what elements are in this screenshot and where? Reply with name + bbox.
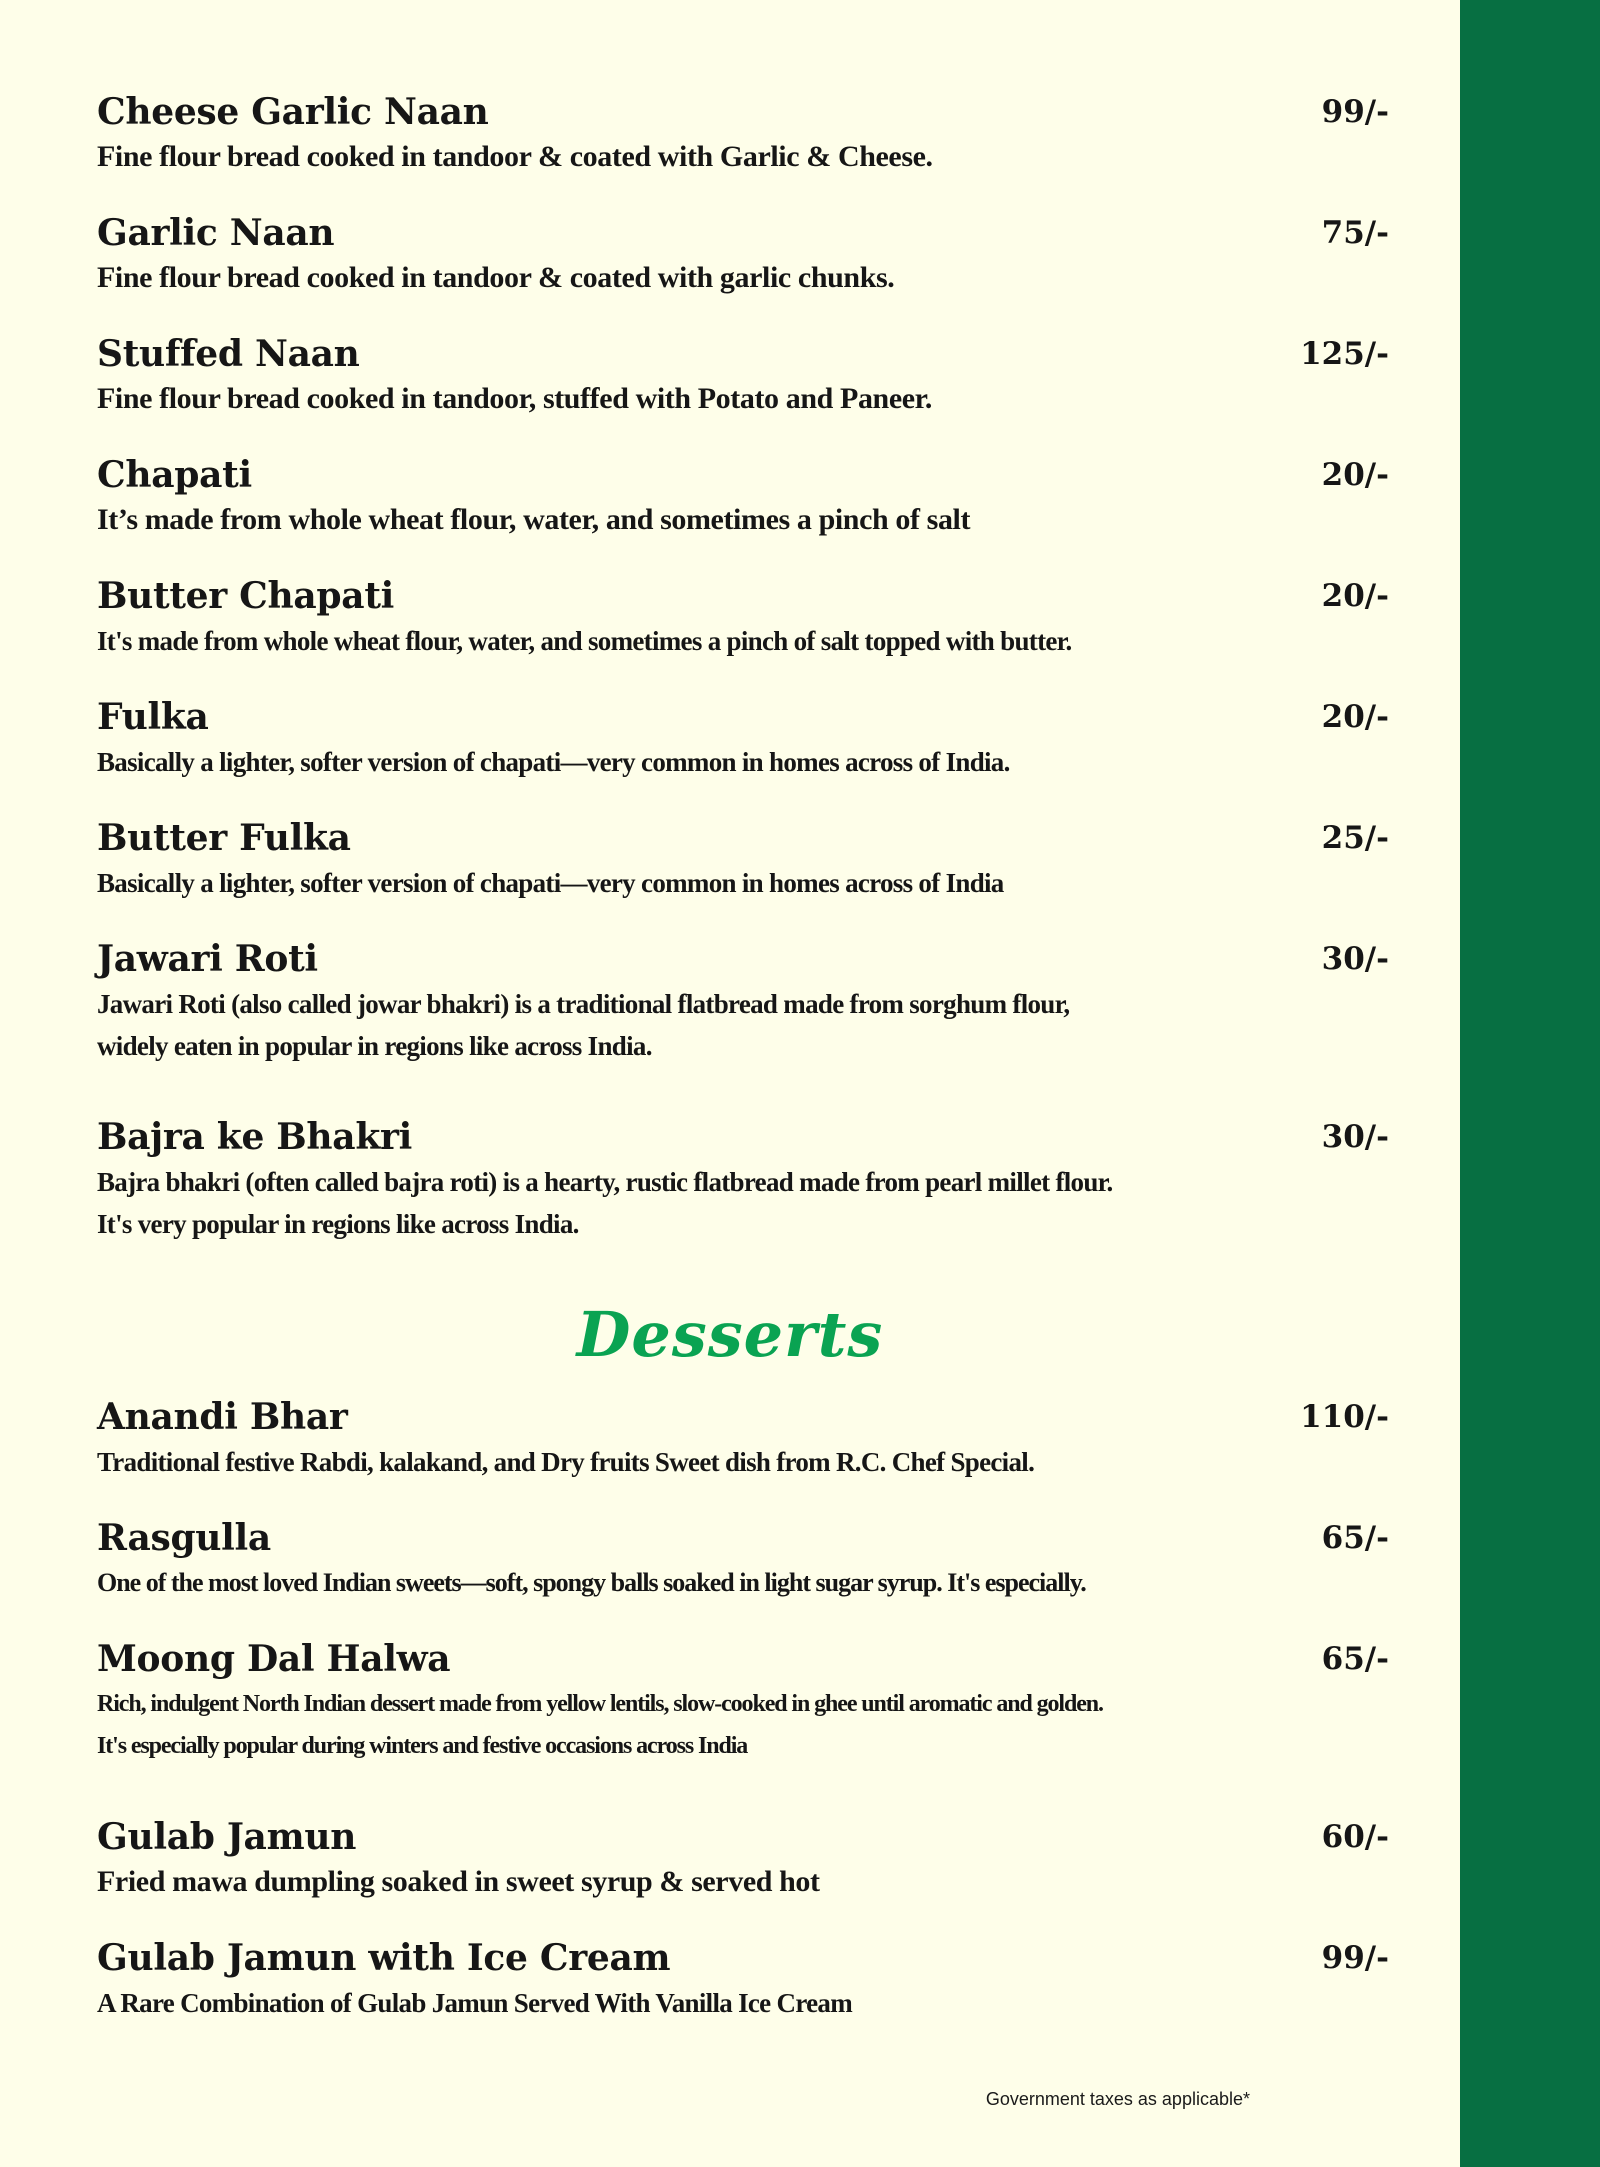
item-name: Gulab Jamun bbox=[97, 1816, 357, 1858]
item-description-line: Rich, indulgent North Indian dessert made from yellow lentils, slow-cooked in ghee until aromatic and golden. bbox=[97, 1691, 1103, 1717]
item-description-line: Fine flour bread cooked in tandoor & coated with Garlic & Cheese. bbox=[97, 140, 933, 173]
item-name: Jawari Roti bbox=[97, 938, 318, 980]
item-description-line: Basically a lighter, softer version of chapati—very common in homes across of India. bbox=[97, 747, 1010, 777]
item-price: 99/- bbox=[1321, 94, 1389, 130]
item-name: Butter Chapati bbox=[97, 575, 395, 617]
item-description bbox=[97, 378, 1317, 420]
item-description bbox=[97, 862, 1317, 904]
item-description bbox=[97, 620, 1317, 662]
item-name: Butter Fulka bbox=[97, 817, 351, 859]
item-description bbox=[97, 1161, 1317, 1245]
item-description-line: Fine flour bread cooked in tandoor, stuffed with Potato and Paneer. bbox=[97, 382, 932, 415]
item-price: 65/- bbox=[1321, 1641, 1389, 1677]
item-name: Anandi Bhar bbox=[97, 1396, 348, 1438]
item-description-line: Fried mawa dumpling soaked in sweet syrup & served hot bbox=[97, 1865, 820, 1898]
item-description-line: Traditional festive Rabdi, kalakand, and Dry fruits Sweet dish from R.C. Chef Special. bbox=[97, 1447, 1035, 1477]
desserts-heading: Desserts bbox=[576, 1298, 884, 1371]
item-description-line: It's made from whole wheat flour, water, and sometimes a pinch of salt topped with butter. bbox=[97, 626, 1072, 656]
item-name: Cheese Garlic Naan bbox=[97, 91, 489, 133]
item-description bbox=[97, 136, 1317, 178]
item-price: 20/- bbox=[1321, 457, 1389, 493]
item-price: 25/- bbox=[1321, 820, 1389, 856]
item-price: 75/- bbox=[1321, 215, 1389, 251]
item-name: Rasgulla bbox=[97, 1517, 271, 1559]
item-description-line: Jawari Roti (also called jowar bhakri) is a traditional flatbread made from sorghum flour, bbox=[97, 989, 1070, 1019]
item-description bbox=[97, 741, 1317, 783]
item-description bbox=[97, 983, 1317, 1067]
item-price: 125/- bbox=[1300, 336, 1389, 372]
item-price: 65/- bbox=[1321, 1520, 1389, 1556]
item-name: Stuffed Naan bbox=[97, 333, 360, 375]
item-description-line: Fine flour bread cooked in tandoor & coated with garlic chunks. bbox=[97, 261, 895, 294]
item-name: Chapati bbox=[97, 454, 252, 496]
item-description-line: widely eaten in popular in regions like across India. bbox=[97, 1031, 652, 1061]
item-description-line: A Rare Combination of Gulab Jamun Served With Vanilla Ice Cream bbox=[97, 1988, 852, 2018]
item-description bbox=[97, 1982, 1317, 2024]
item-price: 99/- bbox=[1321, 1940, 1389, 1976]
item-description bbox=[97, 257, 1317, 299]
item-description-line: Basically a lighter, softer version of chapati—very common in homes across of India bbox=[97, 868, 1004, 898]
item-description-line: Bajra bhakri (often called bajra roti) is a hearty, rustic flatbread made from pearl millet flour. bbox=[97, 1167, 1113, 1197]
item-description-line: One of the most loved Indian sweets—soft, spongy balls soaked in light sugar syrup. It's especially. bbox=[97, 1568, 1086, 1597]
item-description bbox=[97, 1861, 1317, 1903]
item-price: 30/- bbox=[1321, 1119, 1389, 1155]
item-name: Gulab Jamun with Ice Cream bbox=[97, 1937, 671, 1979]
item-price: 60/- bbox=[1321, 1819, 1389, 1855]
item-description bbox=[97, 1441, 1317, 1483]
item-description-line: It's especially popular during winters and festive occasions across India bbox=[97, 1733, 748, 1759]
item-description bbox=[97, 499, 1317, 541]
item-name: Fulka bbox=[97, 696, 209, 738]
item-description bbox=[97, 1562, 1317, 1604]
item-description-line: It’s made from whole wheat flour, water, and sometimes a pinch of salt bbox=[97, 503, 971, 536]
green-side-band bbox=[1460, 0, 1600, 2167]
tax-footnote: Government taxes as applicable* bbox=[985, 2089, 1250, 2109]
item-price: 30/- bbox=[1321, 941, 1389, 977]
item-description-line: It's very popular in regions like across India. bbox=[97, 1209, 579, 1239]
item-price: 20/- bbox=[1321, 578, 1389, 614]
item-name: Moong Dal Halwa bbox=[97, 1638, 451, 1680]
item-description bbox=[97, 1683, 1317, 1767]
item-price: 20/- bbox=[1321, 699, 1389, 735]
item-name: Bajra ke Bhakri bbox=[97, 1116, 413, 1158]
item-price: 110/- bbox=[1300, 1399, 1389, 1435]
item-name: Garlic Naan bbox=[97, 212, 335, 254]
